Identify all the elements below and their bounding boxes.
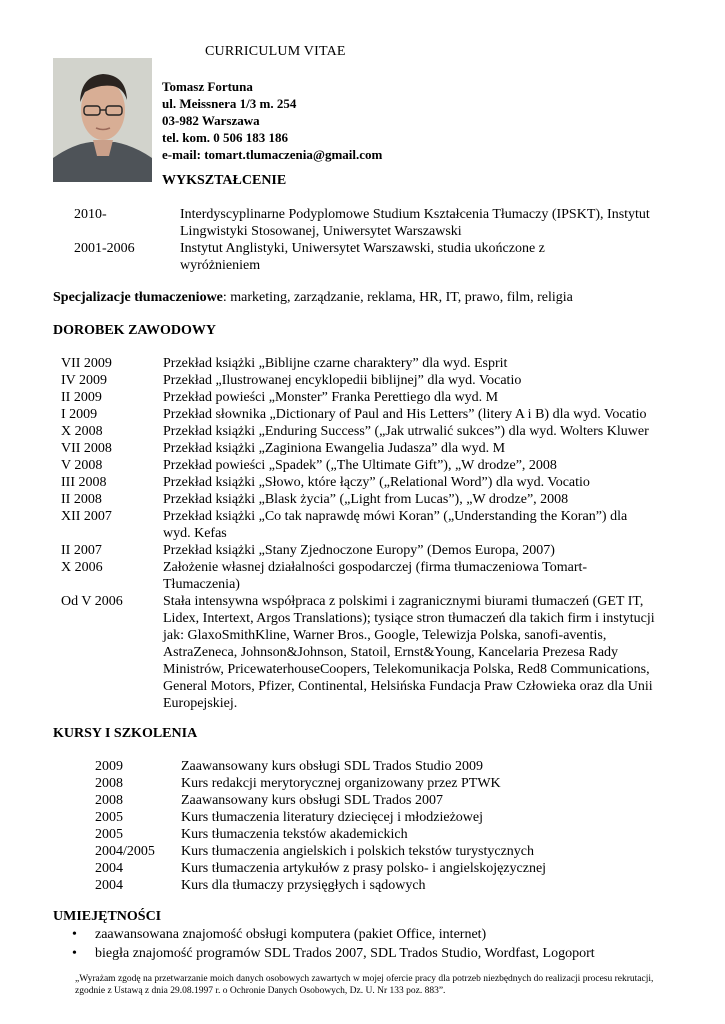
career-text: Stała intensywna współpraca z polskimi i zagranicznymi biurami tłumaczeń (GET IT, Lidex, Intertext, Argos Translations); tysiące stron tłumaczeń dla takich firm i instytucji jak: GlaxoSmithKline, Warner Bros., Google, Telewizja Polska, sanofi-aventis, AstraZeneca, Johnson&Johnson, Statoil, Ernst&Young, Kancelaria Prezesa Rady Ministrów, PricewaterhouseCoopers, Telekomunikacja Polska, Red8 Communications, General Motors, Pfizer, Continental, Helsińska Fundacja Praw Człowieka oraz dla Unii Europejskiej.	[163, 594, 655, 711]
career-date: Od V 2006	[61, 594, 123, 609]
skills-heading: UMIEJĘTNOŚCI	[53, 909, 162, 924]
course-year: 2004/2005	[95, 844, 155, 859]
education-text: Interdyscyplinarne Podyplomowe Studium Kształcenia Tłumaczy (IPSKT), Instytut Lingwistyki Stosowanej, Uniwersytet Warszawski	[180, 207, 650, 239]
career-list	[61, 355, 681, 712]
course-text: Kurs tłumaczenia artykułów z prasy polsko- i angielskojęzycznej	[181, 861, 547, 876]
career-date: II 2008	[61, 492, 102, 507]
career-text: Przekład słownika „Dictionary of Paul and His Letters” (litery A i B) dla wyd. Vocatio	[163, 407, 647, 422]
career-date: II 2009	[61, 390, 102, 405]
course-text: Kurs tłumaczenia angielskich i polskich tekstów turystycznych	[181, 844, 535, 859]
career-text: Przekład powieści „Monster” Franka Perettiego dla wyd. M	[163, 390, 499, 405]
document-title: CURRICULUM VITAE	[205, 44, 346, 59]
career-text: Przekład książki „Stany Zjednoczone Europy” (Demos Europa, 2007)	[163, 543, 555, 558]
career-item	[61, 508, 681, 542]
portrait-image	[53, 58, 152, 182]
data-processing-consent: „Wyrażam zgodę na przetwarzanie moich danych osobowych zawartych w mojej ofercie pracy dla potrzeb niezbędnych do realizacji procesu rekrutacji, zgodnie z Ustawą z dnia 29.08.1997 r. o Ochronie Danych Osobowych, Dz. U. Nr 133 poz. 883”.	[75, 974, 654, 996]
career-date: VII 2008	[61, 441, 112, 456]
course-year: 2008	[95, 793, 123, 808]
course-text: Zaawansowany kurs obsługi SDL Trados 2007	[181, 793, 443, 808]
career-date: I 2009	[61, 407, 98, 422]
career-item	[61, 474, 681, 491]
phone-number: tel. kom. 0 506 183 186	[162, 130, 289, 145]
course-text: Zaawansowany kurs obsługi SDL Trados Studio 2009	[181, 759, 484, 774]
course-text: Kurs tłumaczenia literatury dziecięcej i młodzieżowej	[181, 810, 484, 825]
bullet-icon: •	[72, 946, 77, 961]
specializations	[53, 289, 693, 306]
education-item	[74, 240, 694, 274]
career-date: IV 2009	[61, 373, 108, 388]
career-text: Przekład książki „Biblijne czarne charaktery” dla wyd. Esprit	[163, 356, 508, 371]
skills-list	[72, 926, 692, 964]
specializations-label: Specjalizacje tłumaczeniowe	[53, 290, 223, 305]
course-text: Kurs tłumaczenia tekstów akademickich	[181, 827, 408, 842]
career-text: Przekład powieści „Spadek” („The Ultimate Gift”), „W drodze”, 2008	[163, 458, 557, 473]
career-item	[61, 559, 681, 593]
course-text: Kurs redakcji merytorycznej organizowany przez PTWK	[181, 776, 501, 791]
address-city: 03-982 Warszawa	[162, 113, 260, 128]
skill-item	[72, 926, 692, 945]
address-street: ul. Meissnera 1/3 m. 254	[162, 96, 297, 111]
course-item	[95, 758, 655, 775]
career-date: X 2008	[61, 424, 103, 439]
career-text: Przekład „Ilustrowanej encyklopedii biblijnej” dla wyd. Vocatio	[163, 373, 522, 388]
course-item	[95, 826, 655, 843]
career-date: X 2006	[61, 560, 103, 575]
contact-block	[162, 78, 382, 163]
career-item	[61, 491, 681, 508]
career-date: V 2008	[61, 458, 103, 473]
course-item	[95, 809, 655, 826]
education-item	[74, 206, 694, 240]
career-heading: DOROBEK ZAWODOWY	[53, 323, 216, 338]
career-text: Przekład książki „Enduring Success” („Jak utrwalić sukces”) dla wyd. Wolters Kluwer	[163, 424, 649, 439]
course-item	[95, 877, 655, 894]
skill-item	[72, 945, 692, 964]
course-year: 2005	[95, 810, 123, 825]
career-item	[61, 355, 681, 372]
career-text: Przekład książki „Co tak naprawdę mówi Koran” („Understanding the Koran”) dla wyd. Kefas	[163, 509, 628, 541]
profile-photo	[53, 58, 152, 182]
career-item	[61, 372, 681, 389]
education-text: Instytut Anglistyki, Uniwersytet Warszawski, studia ukończone z wyróżnieniem	[180, 241, 545, 273]
course-year: 2004	[95, 861, 123, 876]
career-date: III 2008	[61, 475, 107, 490]
course-text: Kurs dla tłumaczy przysięgłych i sądowych	[181, 878, 426, 893]
education-year: 2010-	[74, 207, 107, 222]
career-item	[61, 423, 681, 440]
course-item	[95, 792, 655, 809]
career-item	[61, 440, 681, 457]
course-year: 2008	[95, 776, 123, 791]
specializations-text: : marketing, zarządzanie, reklama, HR, IT, prawo, film, religia	[222, 290, 573, 305]
course-year: 2005	[95, 827, 123, 842]
career-text: Przekład książki „Blask życia” („Light from Lucas”), „W drodze”, 2008	[163, 492, 569, 507]
skill-text: biegła znajomość programów SDL Trados 2007, SDL Trados Studio, Wordfast, Logoport	[95, 946, 595, 961]
courses-list	[95, 758, 655, 894]
course-year: 2004	[95, 878, 123, 893]
course-item	[95, 775, 655, 792]
career-item	[61, 542, 681, 559]
career-date: XII 2007	[61, 509, 112, 524]
email-address[interactable]: e-mail: tomart.tlumaczenia@gmail.com	[162, 147, 383, 162]
skill-text: zaawansowana znajomość obsługi komputera (pakiet Office, internet)	[95, 927, 487, 942]
course-item	[95, 843, 655, 860]
career-item	[61, 457, 681, 474]
career-item	[61, 593, 681, 712]
education-year: 2001-2006	[74, 241, 135, 256]
course-year: 2009	[95, 759, 123, 774]
courses-heading: KURSY I SZKOLENIA	[53, 726, 198, 741]
career-date: II 2007	[61, 543, 102, 558]
career-text: Założenie własnej działalności gospodarczej (firma tłumaczeniowa Tomart-Tłumaczenia)	[163, 560, 588, 592]
course-item	[95, 860, 655, 877]
career-date: VII 2009	[61, 356, 112, 371]
education-heading: WYKSZTAŁCENIE	[162, 173, 287, 188]
career-item	[61, 389, 681, 406]
career-text: Przekład książki „Zaginiona Ewangelia Judasza” dla wyd. M	[163, 441, 506, 456]
career-item	[61, 406, 681, 423]
person-name: Tomasz Fortuna	[162, 79, 253, 94]
bullet-icon: •	[72, 927, 77, 942]
career-text: Przekład książki „Słowo, które łączy” („Relational Word”) dla wyd. Vocatio	[163, 475, 590, 490]
